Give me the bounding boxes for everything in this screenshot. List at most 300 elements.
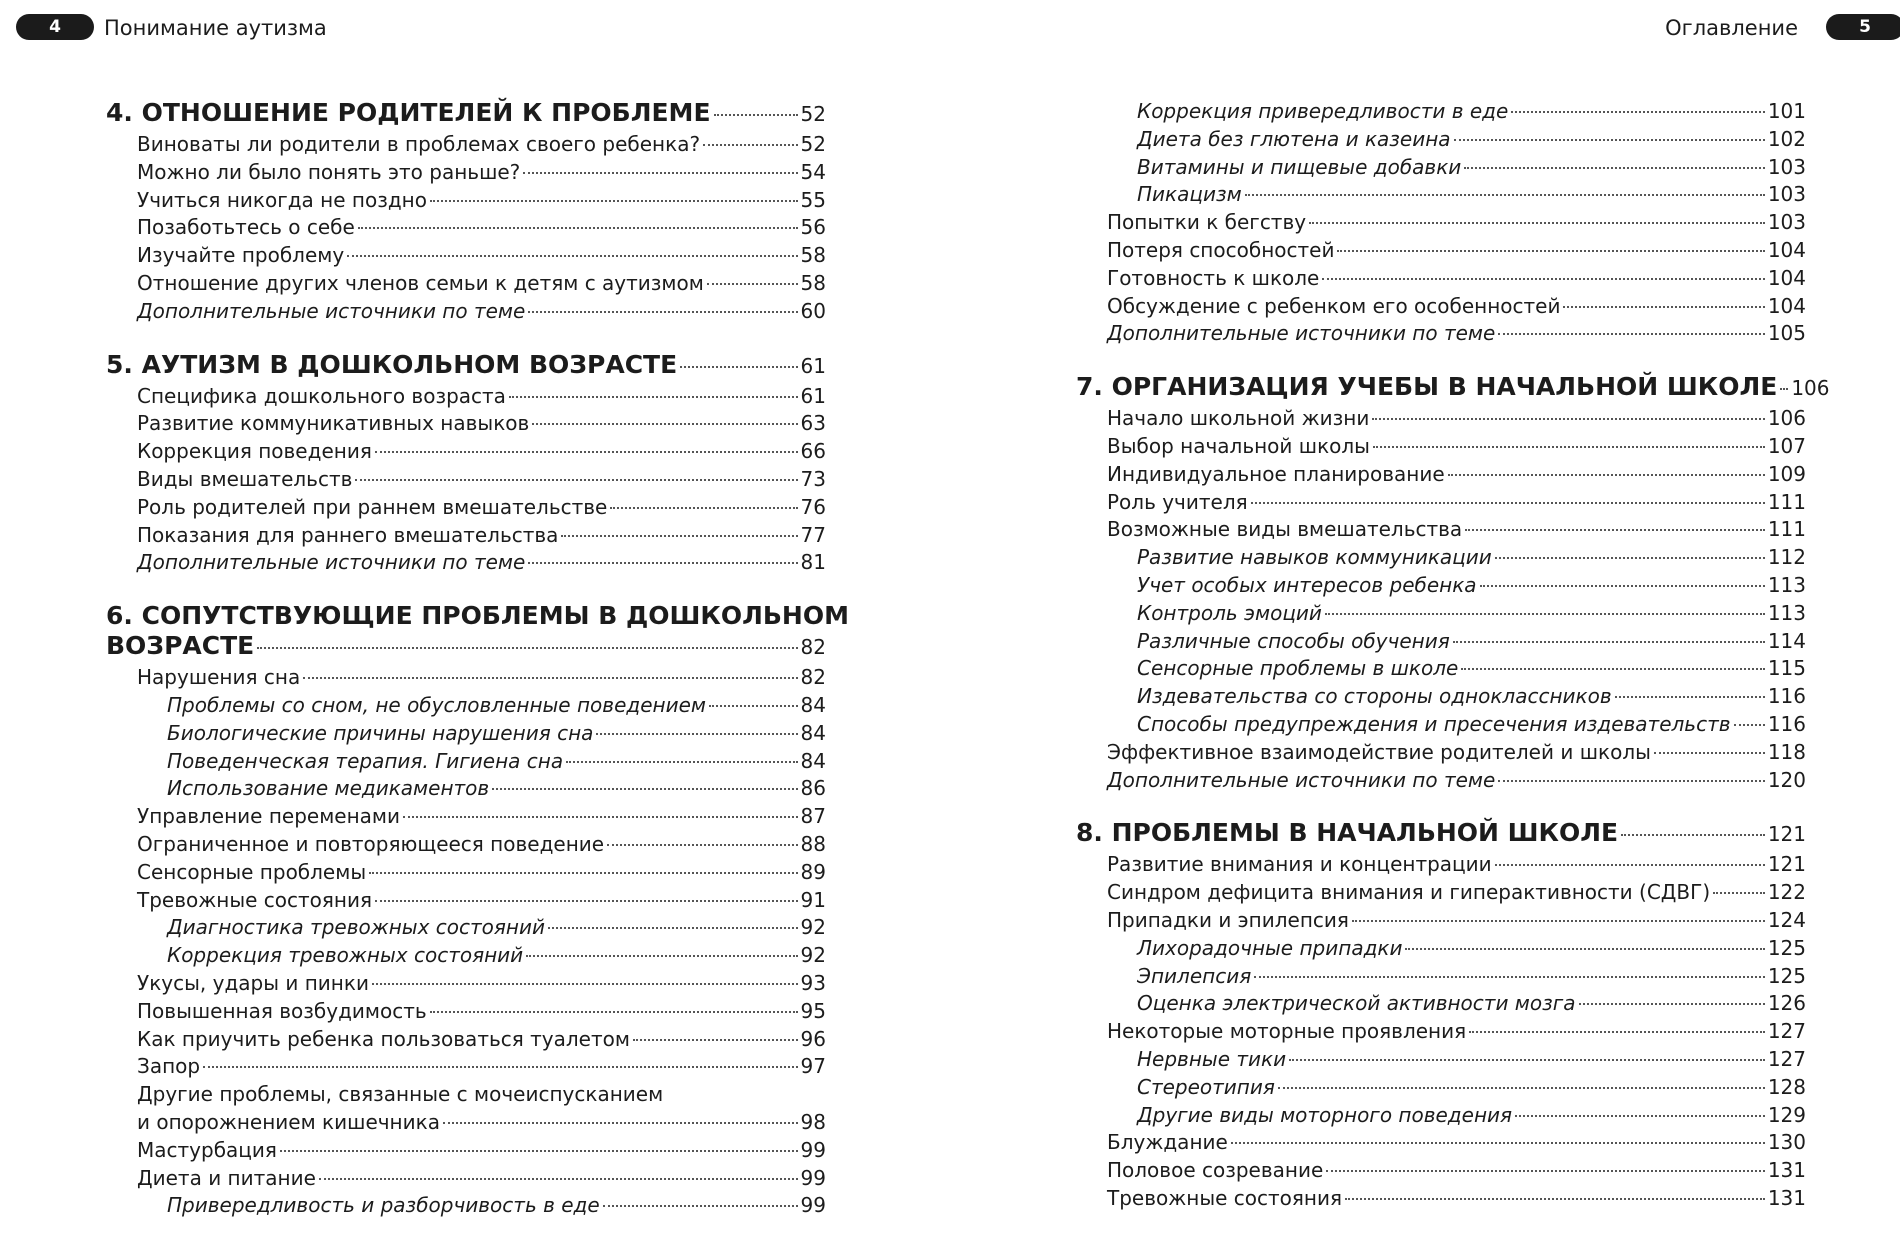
toc-entry[interactable] [1076, 293, 1806, 321]
page-number-badge-right: 5 [1826, 14, 1900, 40]
page-number: 111 [1767, 517, 1806, 542]
entry-title: Роль учителя [1107, 489, 1248, 514]
page-number: 114 [1767, 628, 1806, 653]
page-number: 52 [800, 132, 826, 156]
page-number: 89 [800, 859, 826, 884]
entry-title: Учет особых интересов ребенка [1137, 572, 1477, 597]
toc-entry[interactable] [1076, 516, 1806, 544]
dot-leader [707, 283, 798, 285]
page-number: 115 [1767, 656, 1806, 681]
page-number: 131 [1767, 1158, 1806, 1183]
dot-leader [1480, 585, 1765, 587]
page-number: 116 [1767, 684, 1806, 709]
entry-title: Способы предупреждения и пресечения издевательств [1137, 711, 1731, 736]
page-number: 54 [800, 159, 826, 184]
toc-entry[interactable] [106, 242, 826, 270]
page-number: 111 [1767, 489, 1806, 514]
dot-leader [1511, 111, 1765, 113]
dot-leader [1713, 892, 1765, 894]
toc-entry[interactable] [1076, 1046, 1806, 1074]
entry-title: Роль родителей при раннем вмешательстве [137, 494, 608, 519]
page-number: 116 [1767, 711, 1806, 736]
page-number: 56 [800, 215, 826, 240]
chapter-heading[interactable] [106, 350, 826, 381]
dot-leader [280, 1150, 798, 1152]
toc-entry[interactable] [1076, 405, 1806, 433]
dot-leader [703, 144, 797, 146]
page-number: 58 [800, 243, 826, 268]
page-number: 105 [1767, 321, 1806, 346]
entry-title: Отношение других членов семьи к детям с аутизмом [137, 270, 704, 295]
entry-title: Использование медикаментов [167, 776, 490, 801]
page-number: 66 [800, 439, 826, 464]
toc-entry[interactable] [106, 664, 826, 692]
dot-leader [1322, 278, 1764, 280]
page-number: 84 [800, 720, 826, 745]
toc-entry[interactable] [1076, 1102, 1806, 1130]
entry-title: Припадки и эпилепсия [1107, 907, 1349, 932]
entry-title: Попытки к бегству [1107, 210, 1307, 235]
entry-title: Привередливость и разборчивость в еде [167, 1193, 600, 1218]
entry-title: Синдром дефицита внимания и гиперактивности (СДВГ) [1107, 880, 1711, 905]
entry-title: Виноваты ли родители в проблемах своего ребенка? [137, 132, 701, 156]
page-number: 98 [800, 1109, 826, 1134]
chapter-title-line: 6. СОПУТСТВУЮЩИЕ ПРОБЛЕМЫ В ДОШКОЛЬНОМ [106, 601, 849, 631]
chapter-heading[interactable] [1076, 372, 1830, 403]
dot-leader [372, 983, 798, 985]
chapter-title: ВОЗРАСТЕ [106, 631, 255, 661]
toc-entry[interactable] [1076, 1018, 1806, 1046]
dot-leader [596, 733, 797, 735]
entry-title: Витамины и пищевые добавки [1137, 154, 1462, 179]
toc-entry[interactable] [106, 914, 826, 942]
toc-entry[interactable] [106, 1053, 826, 1081]
entry-title: Контроль эмоций [1137, 600, 1322, 625]
page-number: 93 [800, 970, 826, 995]
entry-title: Дополнительные источники по теме [137, 550, 526, 575]
toc-entry[interactable] [106, 270, 826, 298]
toc-entry[interactable] [1076, 126, 1806, 154]
dot-leader [1254, 976, 1765, 978]
dot-leader [1579, 1003, 1765, 1005]
page-number: 125 [1767, 963, 1806, 988]
dot-leader [347, 255, 797, 257]
page-number: 102 [1767, 126, 1806, 151]
dot-leader [1498, 780, 1765, 782]
toc-entry[interactable] [1076, 181, 1806, 209]
entry-title: Дополнительные источники по теме [137, 298, 526, 323]
entry-title: Некоторые моторные проявления [1107, 1019, 1467, 1044]
page-number: 73 [800, 466, 826, 491]
entry-title: Учиться никогда не поздно [137, 187, 427, 212]
entry-title: Изучайте проблему [137, 243, 345, 268]
entry-title: Блуждание [1107, 1130, 1228, 1155]
dot-leader [607, 844, 797, 846]
toc-entry[interactable] [106, 998, 826, 1026]
dot-leader [1469, 1031, 1765, 1033]
entry-title: Диета и питание [137, 1165, 316, 1190]
toc-entry[interactable] [1076, 1185, 1806, 1213]
toc-left-column [106, 98, 849, 1220]
toc-entry[interactable] [106, 187, 826, 215]
entry-title: Повышенная возбудимость [137, 998, 427, 1023]
page-number-badge-left: 4 [16, 14, 94, 40]
dot-leader [548, 927, 798, 929]
toc-entry[interactable] [1076, 433, 1806, 461]
entry-title: Эффективное взаимодействие родителей и школы [1107, 739, 1651, 764]
toc-entry[interactable] [106, 942, 826, 970]
toc-entry[interactable] [1076, 767, 1806, 795]
entry-title: Лихорадочные припадки [1137, 935, 1403, 960]
chapter-heading[interactable] [1076, 818, 1806, 849]
chapter-heading[interactable] [106, 98, 826, 129]
page-number: 61 [800, 383, 826, 408]
entry-title: Управление переменами [137, 804, 401, 829]
dot-leader [528, 311, 797, 313]
page-number: 63 [800, 411, 826, 436]
toc-entry[interactable] [106, 214, 826, 242]
dot-leader [1289, 1059, 1765, 1061]
toc-section [106, 601, 849, 1220]
entry-title: Как приучить ребенка пользоваться туалетом [137, 1026, 630, 1051]
toc-right-column [1076, 98, 1830, 1213]
page-number: 99 [800, 1193, 826, 1218]
dot-leader [714, 114, 798, 116]
toc-entry[interactable] [106, 131, 826, 159]
dot-leader [610, 507, 797, 509]
entry-title: Индивидуальное планирование [1107, 461, 1445, 486]
page-number: 127 [1767, 1019, 1806, 1044]
toc-entry[interactable] [1076, 489, 1806, 517]
entry-title: Пикацизм [1137, 182, 1242, 207]
dot-leader [1337, 250, 1764, 252]
toc-entry[interactable] [106, 748, 826, 776]
page-number: 129 [1767, 1102, 1806, 1127]
page-number: 82 [800, 665, 826, 690]
entry-title: Проблемы со сном, не обусловленные поведением [167, 692, 706, 717]
page-number: 113 [1767, 572, 1806, 597]
page-number: 106 [1791, 376, 1830, 401]
toc-entry[interactable] [106, 438, 826, 466]
toc-entry[interactable] [106, 494, 826, 522]
dot-leader [1251, 502, 1765, 504]
page-number: 55 [800, 187, 826, 212]
entry-title: Коррекция тревожных состояний [167, 943, 524, 968]
entry-title: Стереотипия [1137, 1074, 1275, 1099]
page-number: 91 [800, 887, 826, 912]
dot-leader [1498, 333, 1765, 335]
dot-leader [526, 955, 797, 957]
page-number: 104 [1767, 293, 1806, 318]
entry-title: Коррекция поведения [137, 439, 372, 464]
page-number: 103 [1767, 182, 1806, 207]
page-number: 104 [1767, 265, 1806, 290]
toc-entry[interactable] [1076, 572, 1806, 600]
entry-title: Возможные виды вмешательства [1107, 517, 1463, 542]
toc-entry[interactable] [106, 466, 826, 494]
dot-leader [509, 396, 798, 398]
dot-leader [1231, 1142, 1765, 1144]
page-number: 99 [800, 1165, 826, 1190]
page-number: 99 [800, 1137, 826, 1162]
page-number: 84 [800, 692, 826, 717]
dot-leader [1780, 388, 1788, 390]
toc-entry[interactable] [1076, 655, 1806, 683]
dot-leader [1464, 167, 1765, 169]
entry-title: Издевательства со стороны одноклассников [1137, 684, 1612, 709]
toc-entry[interactable] [106, 159, 826, 187]
page-number: 118 [1767, 739, 1806, 764]
dot-leader [375, 451, 798, 453]
toc-entry[interactable] [106, 1137, 826, 1165]
toc-entry[interactable] [106, 970, 826, 998]
entry-title: Виды вмешательств [137, 466, 353, 491]
toc-entry[interactable] [1076, 237, 1806, 265]
dot-leader [1326, 1170, 1765, 1172]
page-number: 81 [800, 550, 826, 575]
entry-title: Сенсорные проблемы [137, 859, 367, 884]
chapter-title: 4. ОТНОШЕНИЕ РОДИТЕЛЕЙ К ПРОБЛЕМЕ [106, 98, 711, 127]
toc-entry[interactable] [106, 803, 826, 831]
dot-leader [303, 677, 797, 679]
dot-leader [566, 761, 797, 763]
dot-leader [1352, 920, 1765, 922]
toc-entry[interactable] [1076, 907, 1806, 935]
page-number: 131 [1767, 1185, 1806, 1210]
toc-entry[interactable] [1076, 265, 1806, 293]
entry-title: Запор [137, 1054, 201, 1079]
toc-section [1076, 818, 1806, 1212]
dot-leader [1495, 557, 1765, 559]
page-number: 92 [800, 943, 826, 968]
toc-entry[interactable] [106, 1192, 826, 1220]
dot-leader [1453, 641, 1765, 643]
entry-title: Можно ли было понять это раньше? [137, 159, 521, 184]
page-number: 113 [1767, 600, 1806, 625]
page-number: 109 [1767, 461, 1806, 486]
toc-entry[interactable] [106, 298, 826, 326]
toc-entry[interactable] [106, 831, 826, 859]
dot-leader [403, 816, 798, 818]
entry-title: Развитие внимания и концентрации [1107, 852, 1492, 877]
entry-title: Половое созревание [1107, 1158, 1324, 1183]
toc-entry[interactable] [1076, 935, 1806, 963]
dot-leader [1345, 1198, 1765, 1200]
dot-leader [358, 227, 798, 229]
dot-leader [1495, 864, 1765, 866]
entry-title: Начало школьной жизни [1107, 406, 1370, 431]
dot-leader [1563, 306, 1764, 308]
entry-title: Биологические причины нарушения сна [167, 720, 594, 745]
page-number: 60 [800, 298, 826, 323]
toc-entry[interactable] [106, 383, 826, 411]
toc-entry[interactable] [106, 410, 826, 438]
dot-leader [528, 562, 797, 564]
page-number: 122 [1767, 880, 1806, 905]
entry-title: Укусы, удары и пинки [137, 970, 369, 995]
dot-leader [369, 872, 797, 874]
toc-section [106, 98, 826, 326]
entry-title: Мастурбация [137, 1137, 277, 1162]
page-number: 128 [1767, 1074, 1806, 1099]
toc-entry[interactable] [1076, 711, 1806, 739]
toc-entry[interactable] [1076, 879, 1806, 907]
page-number: 121 [1767, 822, 1806, 847]
entry-title: Ограниченное и повторяющееся поведение [137, 831, 605, 856]
dot-leader [1654, 752, 1765, 754]
entry-title: Развитие коммуникативных навыков [137, 411, 530, 436]
toc-entry[interactable] [1076, 1074, 1806, 1102]
toc-entry[interactable] [106, 549, 826, 577]
entry-title: Позаботьтесь о себе [137, 215, 355, 240]
page-number: 82 [800, 635, 826, 660]
entry-title: Тревожные состояния [137, 887, 373, 912]
entry-title: Нарушения сна [137, 665, 301, 690]
dot-leader [561, 535, 797, 537]
dot-leader [1621, 834, 1765, 836]
toc-section [106, 350, 826, 578]
dot-leader [375, 900, 798, 902]
entry-title: Оценка электрической активности мозга [1137, 991, 1576, 1016]
toc-entry[interactable] [1076, 628, 1806, 656]
dot-leader [1515, 1115, 1765, 1117]
chapter-title: 5. АУТИЗМ В ДОШКОЛЬНОМ ВОЗРАСТЕ [106, 349, 678, 379]
toc-entry-title-line: Другие проблемы, связанные с мочеиспусканием [137, 1082, 664, 1107]
page-number: 121 [1767, 852, 1806, 877]
entry-title: Сенсорные проблемы в школе [1137, 656, 1459, 681]
running-title-right: Оглавление [1665, 16, 1798, 40]
dot-leader [319, 1178, 798, 1180]
page-number: 112 [1767, 545, 1806, 570]
toc-entry[interactable] [106, 887, 826, 915]
entry-title: Тревожные состояния [1107, 1185, 1343, 1210]
entry-title: Диета без глютена и казеина [1137, 126, 1451, 151]
dot-leader [1461, 668, 1764, 670]
dot-leader [430, 1011, 798, 1013]
toc-entry[interactable] [106, 1026, 826, 1054]
page-number: 77 [800, 522, 826, 547]
dot-leader [492, 788, 797, 790]
dot-leader [1309, 222, 1765, 224]
dot-leader [355, 479, 797, 481]
entry-title: и опорожнением кишечника [137, 1109, 440, 1134]
entry-title: Диагностика тревожных состояний [167, 915, 546, 940]
dot-leader [257, 647, 797, 649]
dot-leader [1734, 724, 1765, 726]
entry-title: Развитие навыков коммуникации [1137, 545, 1492, 570]
running-title-left: Понимание аутизма [104, 16, 327, 40]
entry-title: Выбор начальной школы [1107, 433, 1370, 458]
dot-leader [603, 1205, 798, 1207]
dot-leader [1615, 696, 1765, 698]
dot-leader [1465, 529, 1765, 531]
page-number: 107 [1767, 433, 1806, 458]
toc-entry[interactable] [106, 1165, 826, 1193]
toc-entry[interactable] [1076, 1157, 1806, 1185]
entry-title: Различные способы обучения [1137, 628, 1450, 653]
toc-entry[interactable] [106, 1109, 826, 1137]
page-number: 130 [1767, 1130, 1806, 1155]
dot-leader [680, 366, 797, 368]
toc-entry[interactable] [106, 859, 826, 887]
toc-entry[interactable] [1076, 600, 1806, 628]
toc-entry[interactable] [1076, 1129, 1806, 1157]
toc-entry[interactable] [1076, 851, 1806, 879]
toc-entry[interactable] [1076, 154, 1806, 182]
toc-entry[interactable] [1076, 739, 1806, 767]
dot-leader [1454, 139, 1765, 141]
page-number: 92 [800, 915, 826, 940]
page-number: 101 [1767, 99, 1806, 123]
dot-leader [1245, 194, 1765, 196]
page-number: 52 [800, 102, 826, 126]
entry-title: Дополнительные источники по теме [1107, 321, 1496, 346]
page-number: 87 [800, 804, 826, 829]
dot-leader [532, 423, 797, 425]
chapter-heading[interactable] [106, 631, 826, 662]
page-number: 126 [1767, 991, 1806, 1016]
toc-entry[interactable] [1076, 990, 1806, 1018]
toc-entry[interactable] [106, 522, 826, 550]
dot-leader [1372, 418, 1764, 420]
toc-entry[interactable] [106, 692, 826, 720]
entry-title: Специфика дошкольного возраста [137, 383, 506, 408]
page-number: 76 [800, 494, 826, 519]
toc-section [1076, 372, 1830, 794]
entry-title: Показания для раннего вмешательства [137, 522, 559, 547]
entry-title: Готовность к школе [1107, 265, 1320, 290]
dot-leader [709, 705, 798, 707]
dot-leader [633, 1039, 798, 1041]
page-number: 86 [800, 776, 826, 801]
page-number: 120 [1767, 767, 1806, 792]
toc-entry[interactable] [106, 775, 826, 803]
page-number: 124 [1767, 907, 1806, 932]
entry-title: Коррекция привередливости в еде [1137, 99, 1509, 123]
page-number: 58 [800, 270, 826, 295]
page-number: 61 [800, 353, 826, 378]
page-number: 104 [1767, 237, 1806, 262]
toc-entry[interactable] [106, 720, 826, 748]
toc-entry[interactable] [1076, 683, 1806, 711]
page-number: 103 [1767, 210, 1806, 235]
dot-leader [1405, 948, 1764, 950]
toc-entry[interactable] [1076, 544, 1806, 572]
dot-leader [430, 200, 798, 202]
page-number: 97 [800, 1054, 826, 1079]
entry-title: Нервные тики [1137, 1046, 1287, 1071]
entry-title: Другие виды моторного поведения [1137, 1102, 1513, 1127]
chapter-title: 8. ПРОБЛЕМЫ В НАЧАЛЬНОЙ ШКОЛЕ [1076, 818, 1619, 848]
entry-title: Эпилепсия [1137, 963, 1252, 988]
toc-entry[interactable] [1076, 963, 1806, 991]
page-number: 84 [800, 748, 826, 773]
page-number: 106 [1767, 406, 1806, 431]
dot-leader [523, 172, 797, 174]
toc-entry[interactable] [1076, 461, 1806, 489]
toc-entry[interactable] [1076, 209, 1806, 237]
toc-section [1076, 98, 1806, 348]
toc-entry[interactable] [1076, 98, 1806, 126]
toc-entry[interactable] [1076, 320, 1806, 348]
dot-leader [443, 1122, 798, 1124]
page-number: 103 [1767, 154, 1806, 179]
page-number: 125 [1767, 935, 1806, 960]
page-number: 96 [800, 1026, 826, 1051]
dot-leader [1448, 474, 1765, 476]
dot-leader [203, 1066, 797, 1068]
chapter-title: 7. ОРГАНИЗАЦИЯ УЧЕБЫ В НАЧАЛЬНОЙ ШКОЛЕ [1076, 372, 1778, 402]
